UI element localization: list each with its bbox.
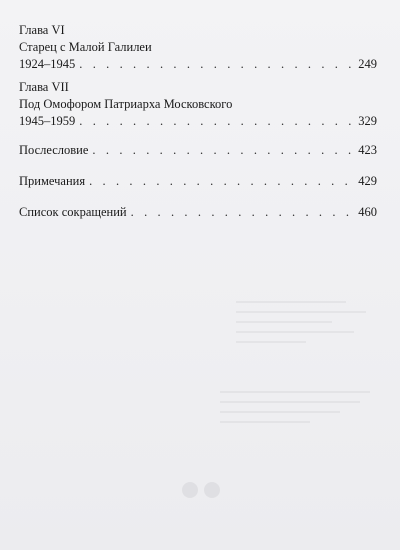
dot-leader	[79, 56, 351, 73]
abbreviations-page-number: 460	[358, 205, 377, 219]
abbreviations-entry[interactable]	[19, 204, 377, 221]
chapter-7-page-number: 329	[358, 114, 377, 128]
chapter-6-heading: Глава VI	[19, 23, 65, 37]
chapter-7-years: 1945–1959	[19, 114, 76, 128]
chapter-6-years: 1924–1945	[19, 57, 76, 71]
notes-title: Примечания	[19, 174, 86, 188]
show-through-imprint	[236, 300, 376, 351]
dot-leader	[131, 204, 351, 221]
chapter-7-entry[interactable]	[19, 113, 377, 130]
chapter-6-page-number: 249	[358, 57, 377, 71]
table-of-contents	[19, 22, 377, 221]
chapter-7-title: Под Омофором Патриарха Московского	[19, 97, 233, 111]
show-through-logo	[182, 482, 220, 498]
chapter-6-entry[interactable]	[19, 56, 377, 73]
abbreviations-title: Список сокращений	[19, 205, 127, 219]
afterword-entry[interactable]	[19, 142, 377, 159]
notes-entry[interactable]	[19, 173, 377, 190]
notes-page-number: 429	[358, 174, 377, 188]
dot-leader	[92, 142, 351, 159]
chapter-7-heading: Глава VII	[19, 80, 69, 94]
dot-leader	[79, 113, 351, 130]
show-through-imprint-2	[220, 390, 360, 431]
afterword-title: Послесловие	[19, 143, 89, 157]
dot-leader	[89, 173, 351, 190]
chapter-6-title: Старец с Малой Галилеи	[19, 40, 152, 54]
afterword-page-number: 423	[358, 143, 377, 157]
